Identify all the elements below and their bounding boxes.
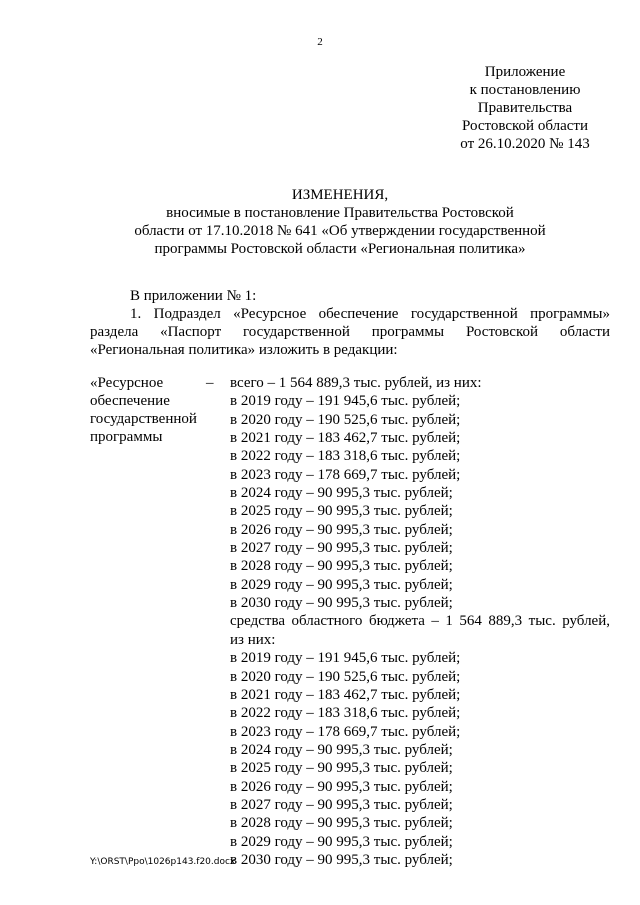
appendix-line: Ростовской области [462,118,588,134]
funding-line: в 2023 году – 178 669,7 тыс. рублей; [230,723,461,740]
resource-label-line: программы [90,429,163,445]
funding-line: в 2027 году – 90 995,3 тыс. рублей; [230,796,453,813]
funding-line: в 2020 году – 190 525,6 тыс. рублей; [230,411,461,428]
appendix-line: к постановлению [469,82,581,98]
funding-line: в 2019 году – 191 945,6 тыс. рублей; [230,650,461,667]
funding-line: в 2030 году – 90 995,3 тыс. рублей; [230,595,453,612]
item-1-line: раздела «Паспорт государственной программы Ростовской области [90,324,610,340]
funding-line: в 2020 году – 190 525,6 тыс. рублей; [230,668,461,685]
title-line: вносимые в постановление Правительства Ростовской [166,205,514,221]
funding-line: средства областного бюджета – 1 564 889,3 тыс. рублей, [230,613,610,630]
funding-line: в 2030 году – 90 995,3 тыс. рублей; [230,851,453,868]
funding-line: в 2029 году – 90 995,3 тыс. рублей; [230,833,453,850]
funding-line: в 2028 году – 90 995,3 тыс. рублей; [230,558,453,575]
appendix-line: Приложение [484,64,566,80]
funding-line: из них: [230,631,276,648]
title-heading: ИЗМЕНЕНИЯ, [291,187,389,203]
resource-label [90,374,220,446]
funding-list [230,374,610,869]
item-1-line: 1. Подраздел «Ресурсное обеспечение государственной программы» [130,306,610,322]
funding-line: в 2028 году – 90 995,3 тыс. рублей; [230,815,453,832]
funding-line: в 2022 году – 183 318,6 тыс. рублей; [230,448,461,465]
title-line: программы Ростовской области «Региональная политика» [154,241,526,257]
title-line: области от 17.10.2018 № 641 «Об утверждении государственной [134,223,546,239]
appendix-line: от 26.10.2020 № 143 [460,136,590,152]
file-path-footer: Y:\ORST\Ppo\1026p143.f20.docx [90,857,236,867]
funding-line: в 2021 году – 183 462,7 тыс. рублей; [230,430,461,447]
label-dash: – [206,375,214,391]
item-1-paragraph [90,305,610,359]
funding-line: в 2022 году – 183 318,6 тыс. рублей; [230,705,461,722]
funding-line: в 2026 году – 90 995,3 тыс. рублей; [230,521,453,538]
funding-line: в 2023 году – 178 669,7 тыс. рублей; [230,466,461,483]
item-1-line: «Региональная политика» изложить в редакции: [90,342,398,358]
funding-line: в 2029 году – 90 995,3 тыс. рублей; [230,576,453,593]
funding-line: в 2026 году – 90 995,3 тыс. рублей; [230,778,453,795]
page-number: 2 [317,36,323,48]
funding-line: в 2027 году – 90 995,3 тыс. рублей; [230,540,453,557]
resource-label-line: обеспечение [90,393,170,409]
funding-line: в 2019 году – 191 945,6 тыс. рублей; [230,393,461,410]
appendix-header [420,63,630,153]
resource-label-line: государственной [90,411,197,427]
document-title [70,186,610,258]
funding-line: всего – 1 564 889,3 тыс. рублей, из них: [230,375,482,391]
appendix-line: Правительства [477,100,573,116]
resource-label-line: «Ресурсное [90,375,164,391]
funding-line: в 2021 году – 183 462,7 тыс. рублей; [230,686,461,703]
intro-paragraph: В приложении № 1: [130,288,257,304]
funding-line: в 2025 году – 90 995,3 тыс. рублей; [230,760,453,777]
funding-line: в 2024 году – 90 995,3 тыс. рублей; [230,485,453,502]
funding-line: в 2025 году – 90 995,3 тыс. рублей; [230,503,453,520]
funding-line: в 2024 году – 90 995,3 тыс. рублей; [230,741,453,758]
